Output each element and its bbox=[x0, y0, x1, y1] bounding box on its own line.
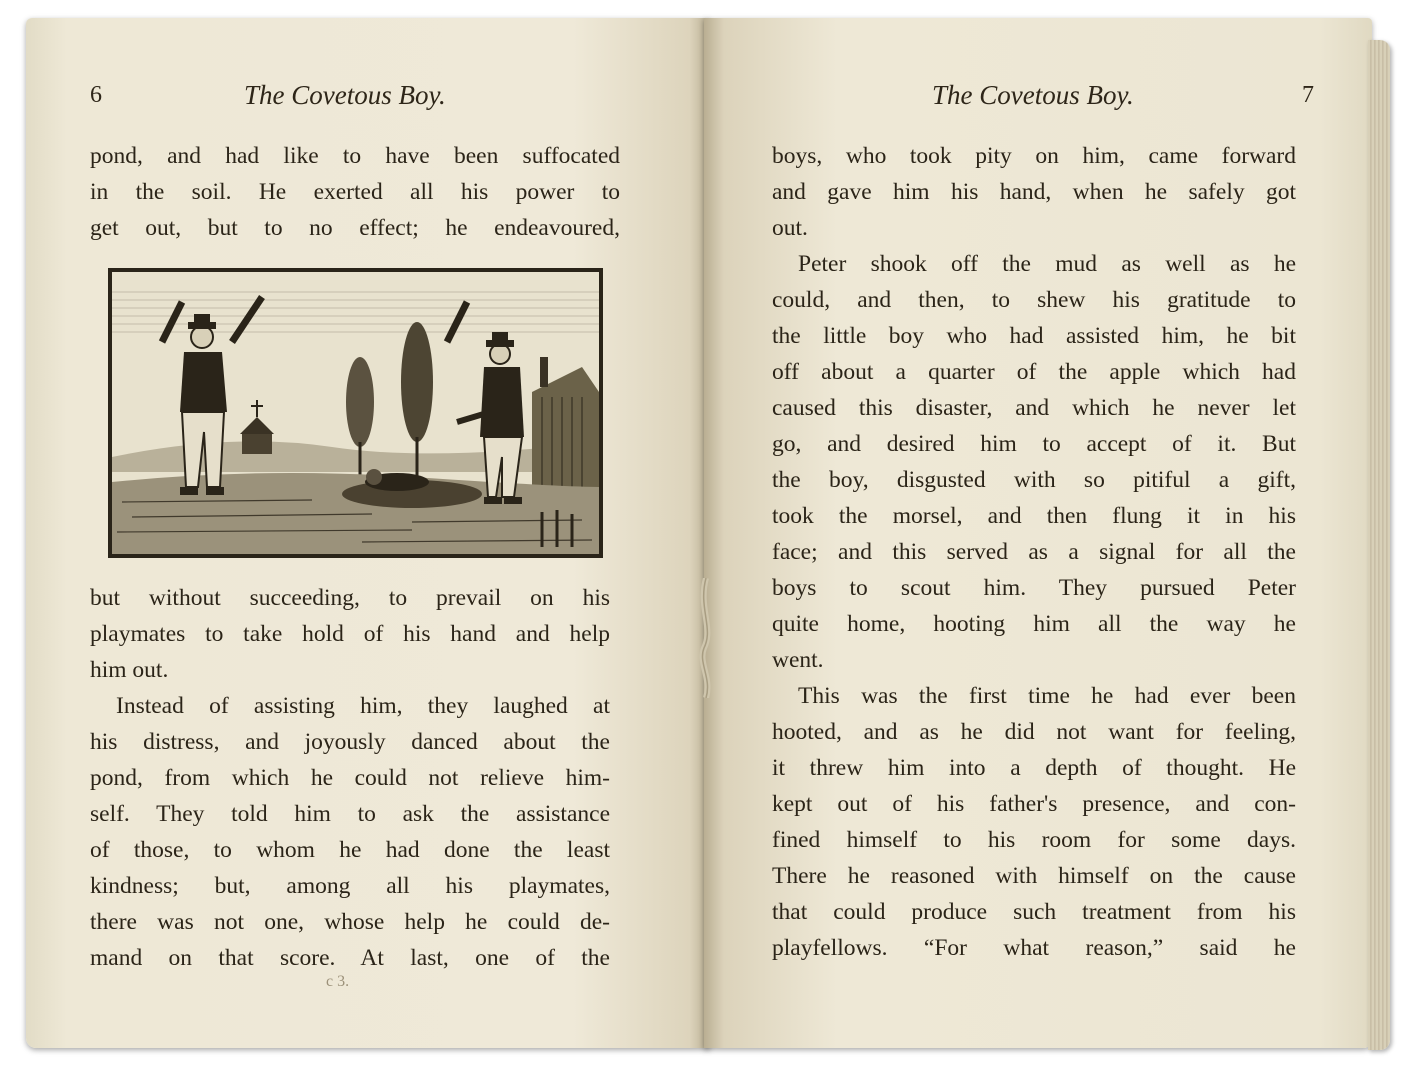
page-number: 6 bbox=[90, 82, 102, 108]
text-line: playmates to take hold of his hand and help bbox=[90, 621, 610, 647]
signature-mark: c 3. bbox=[326, 973, 350, 990]
text-line: fined himself to his room for some days. bbox=[772, 827, 1296, 853]
text-line: kindness; but, among all his playmates, bbox=[90, 873, 610, 899]
text-line: mand on that score. At last, one of the bbox=[90, 945, 610, 971]
binding-thread bbox=[694, 578, 718, 698]
text-line: quite home, hooting him all the way he bbox=[772, 611, 1296, 637]
text-block-bottom bbox=[90, 580, 610, 976]
text-line: pond, and had like to have been suffocated bbox=[90, 143, 620, 169]
text-line: hooted, and as he did not want for feeling, bbox=[772, 719, 1296, 745]
text-line: go, and desired him to accept of it. But bbox=[772, 431, 1296, 457]
running-head: The Covetous Boy. bbox=[244, 80, 446, 110]
text-line: the little boy who had assisted him, he bit bbox=[772, 323, 1296, 349]
right-page bbox=[704, 18, 1372, 1048]
text-line: get out, but to no effect; he endeavoured, bbox=[90, 215, 620, 241]
text-line: in the soil. He exerted all his power to bbox=[90, 179, 620, 205]
text-line: There he reasoned with himself on the cause bbox=[772, 863, 1296, 889]
page-edges bbox=[1368, 40, 1390, 1050]
text-line: could, and then, to shew his gratitude to bbox=[772, 287, 1296, 313]
woodcut-image bbox=[112, 272, 599, 554]
text-block-top bbox=[90, 138, 620, 246]
left-page bbox=[26, 18, 710, 1048]
text-line: Peter shook off the mud as well as he bbox=[798, 251, 1296, 277]
text-block-right bbox=[772, 138, 1296, 966]
text-line: out. bbox=[772, 215, 808, 241]
text-line: self. They told him to ask the assistance bbox=[90, 801, 610, 827]
text-line: his distress, and joyously danced about the bbox=[90, 729, 610, 755]
text-line: off about a quarter of the apple which had bbox=[772, 359, 1296, 385]
text-line: there was not one, whose help he could de- bbox=[90, 909, 610, 935]
text-line: that could produce such treatment from his bbox=[772, 899, 1296, 925]
text-line: This was the first time he had ever been bbox=[798, 683, 1296, 709]
text-line: boys, who took pity on him, came forward bbox=[772, 143, 1296, 169]
text-line: boys to scout him. They pursued Peter bbox=[772, 575, 1296, 601]
text-line: it threw him into a depth of thought. He bbox=[772, 755, 1296, 781]
open-book bbox=[18, 18, 1400, 1058]
text-line: and gave him his hand, when he safely got bbox=[772, 179, 1296, 205]
text-line: playfellows. “For what reason,” said he bbox=[772, 935, 1296, 961]
text-line: pond, from which he could not relieve him- bbox=[90, 765, 610, 791]
text-line: took the morsel, and then flung it in his bbox=[772, 503, 1296, 529]
text-line: the boy, disgusted with so pitiful a gift, bbox=[772, 467, 1296, 493]
text-line: kept out of his father's presence, and con- bbox=[772, 791, 1296, 817]
text-line: caused this disaster, and which he never let bbox=[772, 395, 1296, 421]
page-number: 7 bbox=[1302, 82, 1314, 108]
text-line: face; and this served as a signal for all the bbox=[772, 539, 1296, 565]
text-line: but without succeeding, to prevail on his bbox=[90, 585, 610, 611]
text-line: Instead of assisting him, they laughed at bbox=[116, 693, 610, 719]
text-line: him out. bbox=[90, 657, 169, 683]
text-line: went. bbox=[772, 647, 824, 673]
woodcut-illustration bbox=[108, 268, 603, 558]
running-head: The Covetous Boy. bbox=[932, 80, 1134, 110]
text-line: of those, to whom he had done the least bbox=[90, 837, 610, 863]
